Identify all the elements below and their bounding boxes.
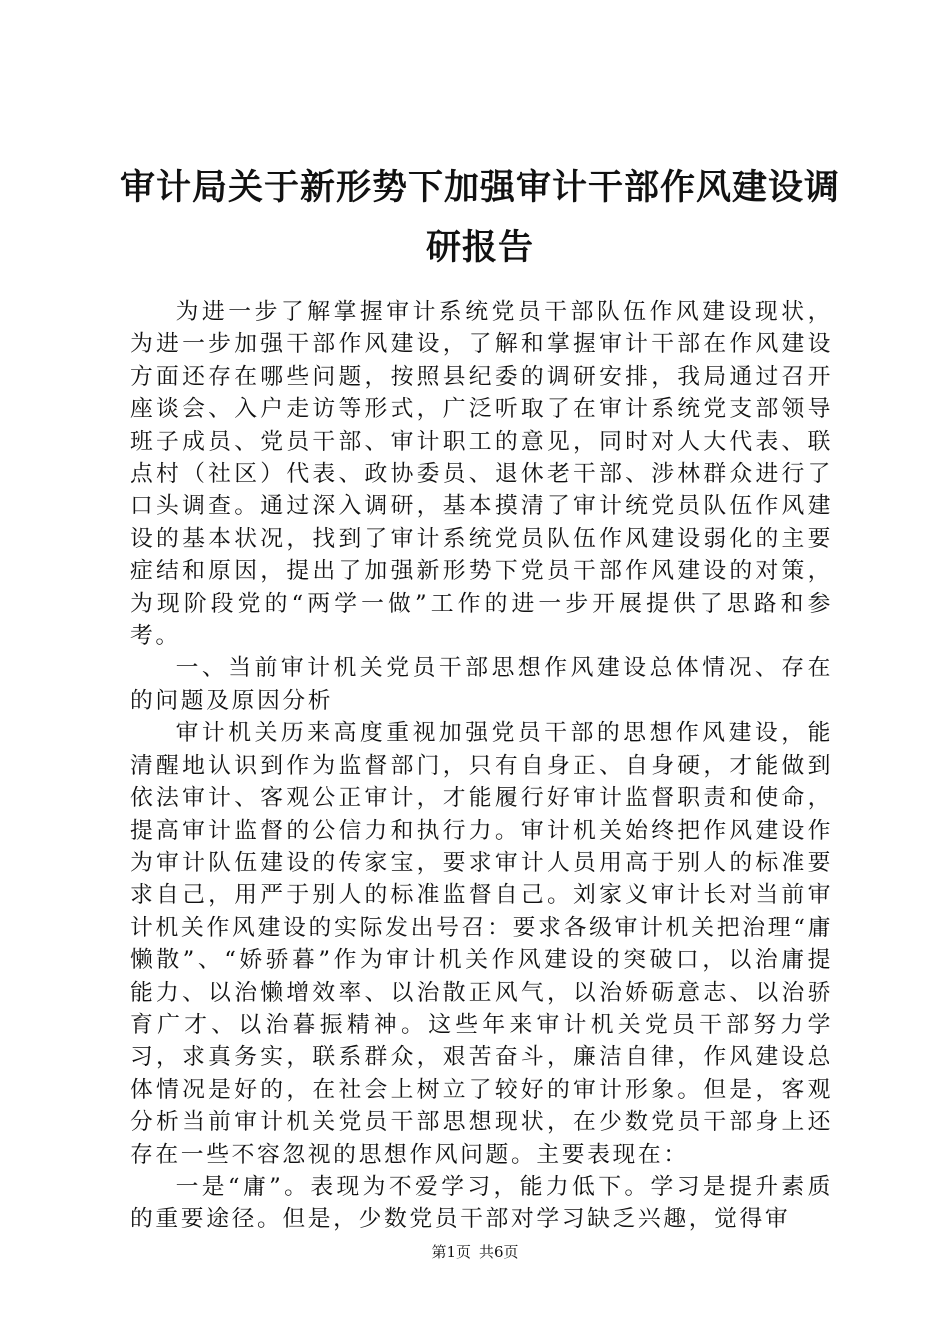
paragraph-intro: 为进一步了解掌握审计系统党员干部队伍作风建设现状，为进一步加强干部作风建设，了解和掌握审计干部在作风建设方面还存在哪些问题，按照县纪委的调研安排，我局通过召开座谈会、入户走访等形式，广泛听取了在审计系统党支部领导班子成员、党员干部、审计职工的意见，同时对人大代表、联点村（社区）代表、政协委员、退休老干部、涉林群众进行了口头调查。通过深入调研，基本摸清了审计统党员队伍作风建设的基本状况，找到了审计系统党员队伍作风建设弱化的主要症结和原因，提出了加强新形势下党员干部作风建设的对策，为现阶段党的“两学一做”工作的进一步开展提供了思路和参考。 [130, 299, 833, 650]
page-number: 第1页 [431, 1243, 471, 1261]
section-heading-1: 一、当前审计机关党员干部思想作风建设总体情况、存在的问题及原因分析 [130, 655, 833, 714]
document-title: 审计局关于新形势下加强审计干部作风建设调研报告 [120, 167, 841, 268]
page-total: 共6页 [479, 1243, 519, 1261]
paragraph-overview: 审计机关历来高度重视加强党员干部的思想作风建设，能清醒地认识到作为监督部门，只有自身正、自身硬，才能做到依法审计、客观公正审计，才能履行好审计监督职责和使命，提高审计监督的公信力和执行力。审计机关始终把作风建设作为审计队伍建设的传家宝，要求审计人员用高于别人的标准要求自己，用严于别人的标准监督自己。刘家义审计长对当前审计机关作风建设的实际发出号召：要求各级审计机关把治理“庸懒散”、“娇骄暮”作为审计机关作风建设的突破口，以治庸提能力、以治懒增效率、以治散正风气，以治娇砺意志、以治骄育广才、以治暮振精神。这些年来审计机关党员干部努力学习，求真务实，联系群众，艰苦奋斗，廉洁自律，作风建设总体情况是好的，在社会上树立了较好的审计形象。但是，客观分析当前审计机关党员干部思想现状，在少数党员干部身上还存在一些不容忽视的思想作风问题。主要表现在： [130, 720, 833, 1168]
document-body [130, 296, 833, 1236]
page-footer [0, 1242, 950, 1262]
paragraph-point-1: 一是“庸”。表现为不爱学习，能力低下。学习是提升素质的重要途径。但是，少数党员干部对学习缺乏兴趣，觉得审 [130, 1173, 833, 1233]
